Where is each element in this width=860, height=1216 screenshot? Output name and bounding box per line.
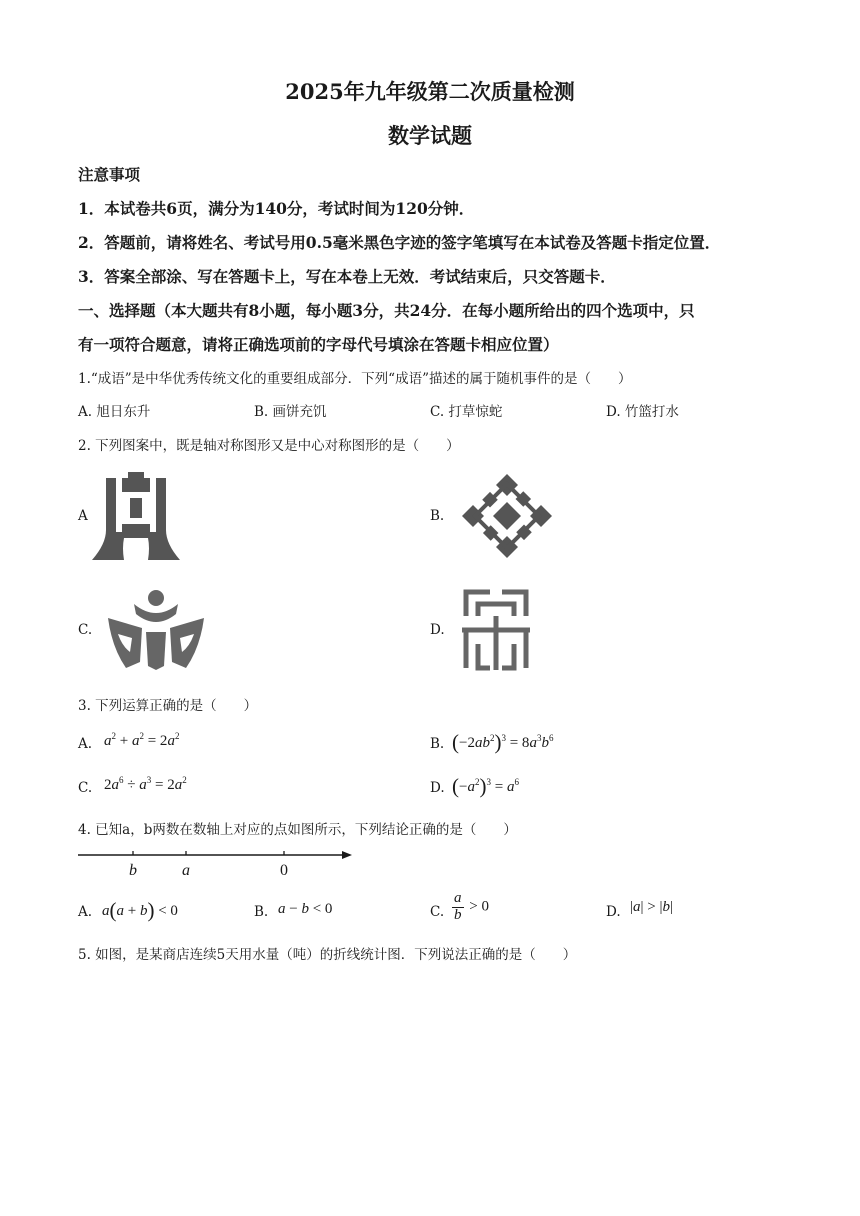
page-subtitle: 数学试题	[388, 123, 472, 148]
q1-stem: 1.“成语”是中华优秀传统文化的重要组成部分．下列“成语”描述的属于随机事件的是（ ）	[78, 371, 632, 387]
section-heading-line-1: 一、选择题（本大题共有8小题，每小题3分，共24分．在每小题所给出的四个选项中，只	[78, 301, 695, 320]
q1-option-a: A. 旭日东升	[78, 404, 151, 420]
notes-item-2: 2．答题前，请将姓名、考试号用0.5毫米黑色字迹的签字笔填写在本试卷及答题卡指定位置．	[78, 233, 721, 252]
q2-figure-a	[86, 470, 186, 562]
q2-stem: 2. 下列图案中，既是轴对称图形又是中心对称图形的是（ ）	[78, 438, 460, 454]
notes-item-1: 1．本试卷共6页，满分为140分，考试时间为120分钟．	[78, 199, 475, 218]
q3-label-c: C.	[78, 780, 93, 796]
q1-option-c: C. 打草惊蛇	[430, 404, 503, 420]
q3-option-b-formula: $(-2ab^2)^3 = 8a^3b^6$	[452, 730, 554, 754]
axis-label-b: b	[129, 862, 137, 879]
q3-label-a: A.	[78, 736, 93, 752]
q4-label-c: C.	[430, 904, 445, 920]
q2-label-b: B.	[430, 508, 445, 524]
notes-item-3: 3．答案全部涂、写在答题卡上，写在本卷上无效．考试结束后，只交答题卡．	[78, 267, 616, 286]
q2-figure-b	[458, 472, 556, 560]
q4-option-b-formula: a − b < 0	[278, 901, 333, 917]
q4-label-d: D.	[606, 904, 621, 920]
q2-figure-d	[458, 586, 534, 674]
q3-option-c-formula: $2a^6 \div a^3 = 2a^2$	[104, 775, 187, 793]
q1-option-d: D. 竹篮打水	[606, 404, 679, 420]
q4-stem: 4. 已知a，b两数在数轴上对应的点如图所示，下列结论正确的是（ ）	[78, 822, 517, 838]
q2-label-d: D.	[430, 622, 445, 638]
q4-label-a: A.	[78, 904, 93, 920]
q3-option-d-formula: $(-a^2)^3 = a^6$	[452, 774, 519, 798]
q2-figure-c	[104, 588, 208, 670]
q4-option-d-formula: |a| > |b|	[630, 899, 674, 915]
axis-label-zero: 0	[280, 862, 288, 879]
q2-label-a: A	[78, 508, 88, 524]
q4-number-line	[76, 846, 356, 880]
q3-label-d: D.	[430, 780, 445, 796]
q3-label-b: B.	[430, 736, 445, 752]
q4-option-c-formula: $\frac{a}{b}$ > 0	[454, 890, 489, 923]
q1-option-b: B. 画饼充饥	[254, 404, 327, 420]
page-title: 2025年九年级第二次质量检测	[285, 79, 575, 104]
axis-label-a: a	[182, 862, 190, 879]
notes-heading: 注意事项	[78, 165, 141, 184]
q4-option-a-formula: a(a + b) < 0	[102, 898, 178, 922]
q2-label-c: C.	[78, 622, 93, 638]
q4-label-b: B.	[254, 904, 269, 920]
q5-stem: 5. 如图，是某商店连续5天用水量（吨）的折线统计图．下列说法正确的是（ ）	[78, 947, 577, 963]
section-heading-line-2: 有一项符合题意，请将正确选项前的字母代号填涂在答题卡相应位置）	[78, 335, 559, 354]
q3-option-a-formula: $a^2 + a^2 = 2a^2$	[104, 731, 180, 749]
q3-stem: 3. 下列运算正确的是（ ）	[78, 698, 258, 714]
